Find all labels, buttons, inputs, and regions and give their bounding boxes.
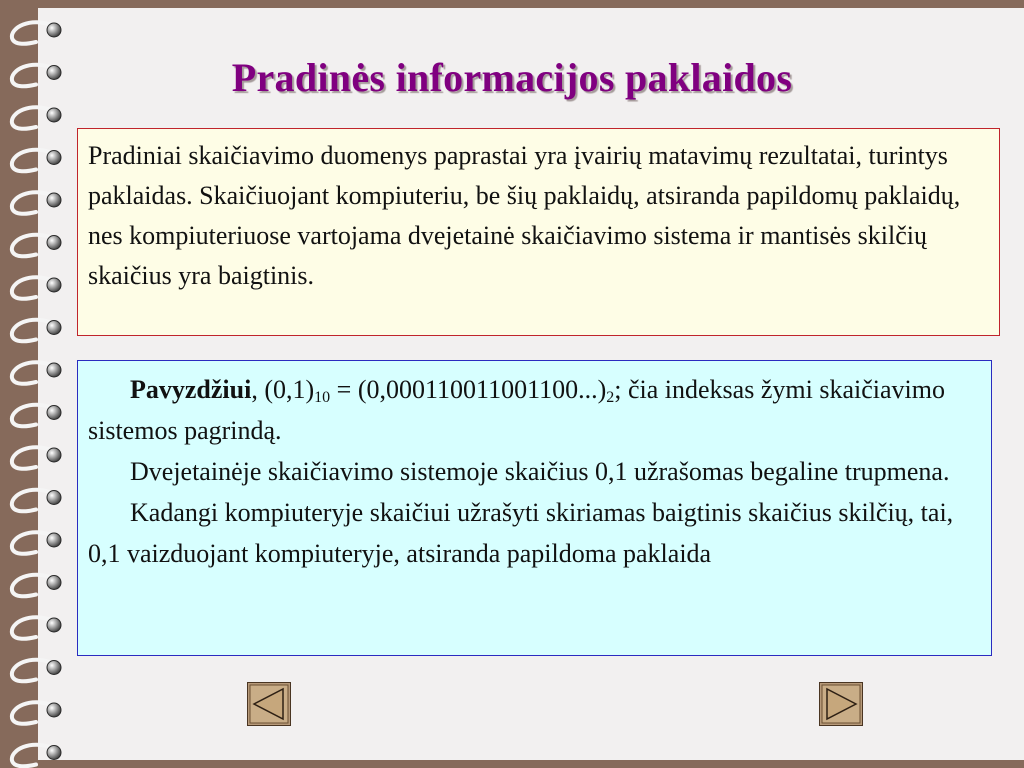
example-paragraph-3: Kadangi kompiuteryje skaičiui užrašyti skiriamas baigtinis skaičius skilčių, tai, 0,1 vaizduojant kompiuteryje, atsiranda papildoma paklaida [88,498,954,568]
example-paragraph-1: Pavyzdžiui, $(0,1)_{10} = (0,000110011001100...)_2$; čia indeksas žymi skaičiavimo sistemos pagrindą. [88,375,945,445]
next-slide-button[interactable] [819,682,863,726]
intro-text-box [77,128,1000,336]
binding-ring [12,192,61,214]
binding-ring [12,22,61,44]
binding-ring [12,745,61,767]
page-title: Pradinės informacijos paklaidos [231,55,793,100]
previous-slide-button[interactable] [247,682,291,726]
example-text-box [77,360,992,656]
binding-ring [12,235,61,257]
binding-ring [12,277,61,299]
intro-paragraph: Pradiniai skaičiavimo duomenys paprastai yra įvairių matavimų rezultatai, turintys paklaidas. Skaičiuojant kompiuteriu, be šių paklaidų, atsiranda papildomų paklaidų, nes kompiuteriuose vartojama dvejetainė skaičiavimo sistema ir mantisės skilčių skaičius yra baigtinis. [88,141,961,290]
binding-ring [12,702,61,724]
binding-ring [12,107,61,129]
base-10-subscript: 10 [314,389,331,406]
binding-ring [12,660,61,682]
binding-ring [12,362,61,384]
example-label: Pavyzdžiui [130,375,252,404]
binding-ring [12,617,61,639]
binding-ring [12,532,61,554]
binding-ring [12,575,61,597]
binding-ring [12,447,61,469]
binding-ring [12,320,61,342]
binding-ring [12,150,61,172]
example-paragraph-2: Dvejetainėje skaičiavimo sistemoje skaičius 0,1 užrašomas begaline trupmena. [130,457,950,486]
spiral-binding [0,0,70,768]
binding-ring [12,405,61,427]
base-2-subscript: 2 [606,389,615,406]
binding-ring [12,490,61,512]
